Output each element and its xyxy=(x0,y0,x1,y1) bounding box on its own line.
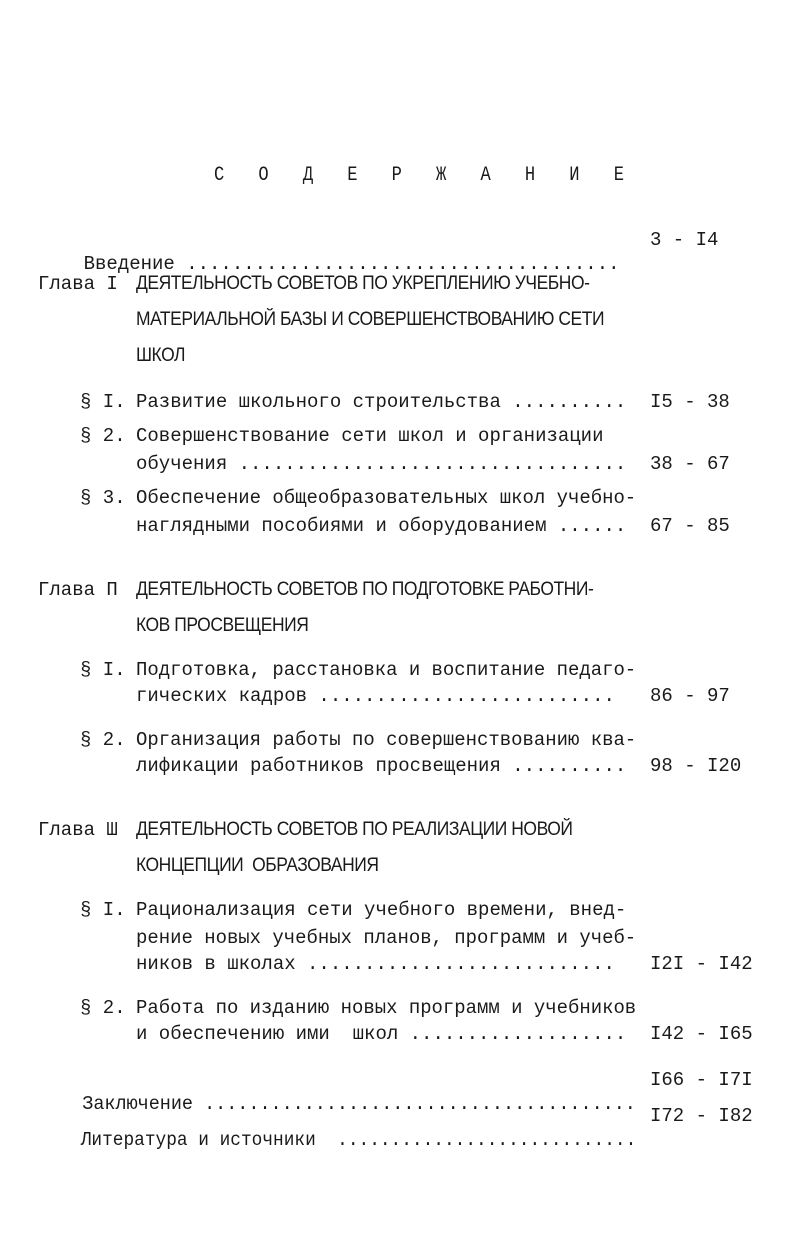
chapter-label: Глава I xyxy=(38,273,118,295)
toc-page-range: 3 - I4 xyxy=(650,229,719,251)
toc-page-range: 67 - 85 xyxy=(650,515,730,537)
section-title: рение новых учебных планов, программ и учеб- xyxy=(136,927,637,949)
chapter-title: ДЕЯТЕЛЬНОСТЬ СОВЕТОВ ПО РЕАЛИЗАЦИИ НОВОЙ xyxy=(136,819,573,840)
section-number: § I. xyxy=(80,659,126,681)
section-number: § 2. xyxy=(80,425,126,447)
chapter-label: Глава П xyxy=(38,579,118,601)
section-title: ников в школах ........................... xyxy=(136,953,615,975)
section-title: Подготовка, расстановка и воспитание педаго- xyxy=(136,659,637,681)
section-title: Совершенствование сети школ и организации xyxy=(136,425,604,447)
toc-entry-label: Введение xyxy=(83,253,175,275)
toc-page-range: I2I - I42 xyxy=(650,953,753,975)
section-title: Рационализация сети учебного времени, внед- xyxy=(136,899,627,921)
section-title: наглядными пособиями и оборудованием ...... xyxy=(136,515,627,537)
section-number: § 2. xyxy=(80,729,126,751)
section-title: Организация работы по совершенствованию ква- xyxy=(136,729,637,751)
toc-page-range: I72 - I82 xyxy=(650,1105,753,1127)
section-title: Развитие школьного строительства .......... xyxy=(136,391,627,413)
section-number: § 2. xyxy=(80,997,126,1019)
chapter-title: ШКОЛ xyxy=(136,345,186,366)
section-number: § I. xyxy=(80,391,126,413)
section-title: гических кадров .......................... xyxy=(136,685,615,707)
page-title: С О Д Е Р Ж А Н И Е xyxy=(214,164,636,187)
section-number: § 3. xyxy=(80,487,126,509)
section-title: и обеспечению ими школ ................... xyxy=(136,1023,627,1045)
section-number: § I. xyxy=(80,899,126,921)
toc-page-range: I66 - I7I xyxy=(650,1069,753,1091)
toc-dot-leader: ....................................... xyxy=(193,1093,636,1115)
toc-page-range: I5 - 38 xyxy=(650,391,730,413)
section-title: лификации работников просвещения .......... xyxy=(136,755,627,777)
toc-page-range: 98 - I20 xyxy=(650,755,742,777)
toc-entry-label: Заключение xyxy=(82,1093,194,1115)
chapter-title: КОВ ПРОСВЕЩЕНИЯ xyxy=(136,615,309,636)
chapter-title: КОНЦЕПЦИИ ОБРАЗОВАНИЯ xyxy=(136,855,379,876)
chapter-title: МАТЕРИАЛЬНОЙ БАЗЫ И СОВЕРШЕНСТВОВАНИЮ СЕТИ xyxy=(136,309,605,330)
section-title: Обеспечение общеобразовательных школ учебно- xyxy=(136,487,637,509)
toc-dot-leader: ............................ xyxy=(315,1129,637,1151)
chapter-title: ДЕЯТЕЛЬНОСТЬ СОВЕТОВ ПО УКРЕПЛЕНИЮ УЧЕБНО- xyxy=(136,273,590,294)
toc-page-range: 38 - 67 xyxy=(650,453,730,475)
toc-dot-leader: ...................................... xyxy=(174,253,620,275)
toc-entry-label: Литература и источники xyxy=(80,1129,316,1151)
toc-page-range: 86 - 97 xyxy=(650,685,730,707)
chapter-label: Глава Ш xyxy=(38,819,118,841)
section-title: обучения .................................. xyxy=(136,453,627,475)
chapter-title: ДЕЯТЕЛЬНОСТЬ СОВЕТОВ ПО ПОДГОТОВКЕ РАБОТНИ- xyxy=(136,579,594,600)
section-title: Работа по изданию новых программ и учебников xyxy=(136,997,637,1019)
toc-entry-literature xyxy=(38,1104,636,1176)
toc-page-range: I42 - I65 xyxy=(650,1023,753,1045)
